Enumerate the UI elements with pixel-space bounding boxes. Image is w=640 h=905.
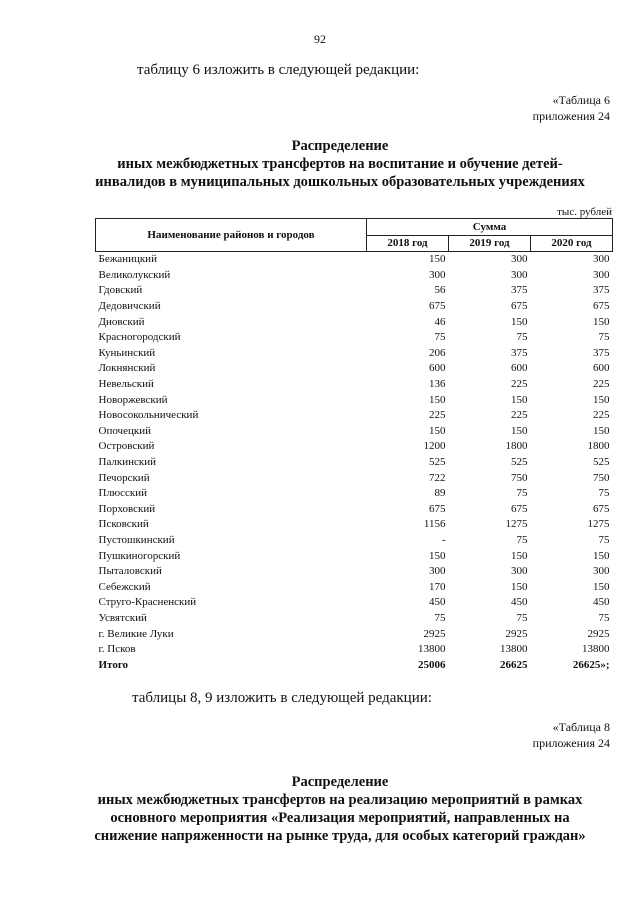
amount-cell-2020: 75 (598, 487, 610, 500)
amount-cell-2019: 225 (511, 409, 528, 422)
region-name-cell: Бежаницкий (98, 253, 157, 266)
table-row (96, 517, 613, 533)
amount-cell-2019: 600 (511, 362, 528, 375)
amount-cell-2019: 2925 (505, 627, 528, 640)
header-sum: Сумма (367, 219, 613, 236)
table-row (96, 486, 613, 502)
table8-title-line1: Распределение (291, 774, 389, 790)
table-row (96, 595, 613, 611)
amount-cell-2018: 225 (429, 409, 446, 422)
region-name-cell: Себежский (98, 580, 151, 593)
amount-cell-2020: 300 (593, 565, 610, 578)
table-row (96, 564, 613, 580)
amount-cell-2018: 675 (429, 300, 446, 313)
amount-cell-2020: 150 (593, 315, 610, 328)
table-row (96, 392, 613, 408)
amount-cell-2018: 300 (429, 268, 446, 281)
region-name-cell: Невельский (98, 378, 154, 391)
table8-ref-line2: приложения 24 (532, 736, 610, 750)
amount-cell-2020: 1800 (587, 440, 610, 453)
amount-cell-2019: 300 (511, 268, 528, 281)
total-amount-2018: 25006 (418, 658, 446, 671)
table-row (96, 548, 613, 564)
header-name: Наименование районов и городов (96, 219, 367, 252)
amount-cell-2019: 75 (516, 331, 528, 344)
amount-cell-2019: 300 (511, 565, 528, 578)
table-row (96, 611, 613, 627)
table8-title-line4: снижение напряженности на рынке труда, для особых категорий граждан» (94, 828, 586, 844)
transition-text: таблицы 8, 9 изложить в следующей редакции: (132, 690, 432, 706)
region-name-cell: Печорский (98, 471, 150, 484)
page-number: 92 (314, 32, 326, 46)
table-row (96, 579, 613, 595)
amount-cell-2020: 150 (593, 549, 610, 562)
table6-ref-line1: «Таблица 6 (552, 93, 610, 107)
total-amount-2019: 26625 (500, 658, 528, 671)
table6-ref-line2: приложения 24 (532, 109, 610, 123)
region-name-cell: Дедовичский (98, 300, 161, 313)
table6-reference (533, 92, 610, 124)
amount-cell-2020: 75 (598, 611, 610, 624)
table-row (96, 626, 613, 642)
table6-title-line3: инвалидов в муниципальных дошкольных образовательных учреждениях (95, 174, 585, 190)
amount-cell-2018: 56 (434, 284, 446, 297)
amount-cell-2018: 206 (429, 346, 446, 359)
distribution-table-6 (95, 218, 613, 673)
amount-cell-2019: 75 (516, 533, 528, 546)
table8-title (70, 773, 610, 845)
region-name-cell: Пустошкинский (98, 533, 175, 546)
table-row (96, 268, 613, 284)
amount-cell-2018: 13800 (418, 643, 446, 656)
amount-cell-2018: 136 (429, 378, 446, 391)
amount-cell-2020: 75 (598, 533, 610, 546)
amount-cell-2018: 1156 (423, 518, 446, 531)
table6-title (80, 137, 600, 191)
table8-title-line3: основного мероприятия «Реализация мероприятий, направленных на (110, 810, 570, 826)
region-name-cell: Красногородский (98, 331, 181, 344)
amount-cell-2019: 375 (511, 284, 528, 297)
amount-cell-2019: 525 (511, 456, 528, 469)
region-name-cell: Усвятский (98, 611, 147, 624)
intro-text: таблицу 6 изложить в следующей редакции: (137, 62, 420, 78)
region-name-cell: г. Великие Луки (98, 627, 174, 640)
amount-cell-2019: 1800 (505, 440, 528, 453)
amount-cell-2018: 170 (429, 580, 446, 593)
table-row (96, 533, 613, 549)
amount-cell-2020: 2925 (587, 627, 610, 640)
amount-cell-2020: 13800 (582, 643, 610, 656)
table-row (96, 502, 613, 518)
region-name-cell: Новоржевский (98, 393, 168, 406)
amount-cell-2020: 150 (593, 424, 610, 437)
region-name-cell: Плюсский (98, 487, 148, 500)
amount-cell-2019: 750 (511, 471, 528, 484)
amount-cell-2018: 2925 (423, 627, 446, 640)
amount-cell-2020: 750 (593, 471, 610, 484)
amount-cell-2018: 89 (434, 487, 446, 500)
header-year: 2019 год (449, 236, 531, 252)
table-row (96, 361, 613, 377)
region-name-cell: Дновский (98, 315, 145, 328)
region-name-cell: Новосокольнический (98, 409, 199, 422)
table8-title-line2: иных межбюджетных трансфертов на реализацию мероприятий в рамках (97, 792, 583, 808)
amount-cell-2019: 675 (511, 300, 528, 313)
region-name-cell: Великолукский (98, 268, 171, 281)
table-row (96, 408, 613, 424)
total-label: Итого (98, 658, 129, 671)
region-name-cell: Опочецкий (98, 424, 151, 437)
amount-cell-2019: 75 (516, 487, 528, 500)
amount-cell-2018: 150 (429, 424, 446, 437)
table-row (96, 642, 613, 658)
region-name-cell: Пушкиногорский (98, 549, 181, 562)
region-name-cell: Гдовский (98, 284, 143, 297)
region-name-cell: Локнянский (98, 362, 156, 375)
region-name-cell: Струго-Красненский (98, 596, 197, 609)
table-row (96, 470, 613, 486)
amount-cell-2018: 46 (434, 315, 446, 328)
amount-cell-2018: 150 (429, 549, 446, 562)
amount-cell-2019: 1275 (505, 518, 528, 531)
table-row (96, 283, 613, 299)
table-row (96, 252, 613, 268)
amount-cell-2018: 75 (434, 331, 446, 344)
amount-cell-2019: 150 (511, 424, 528, 437)
amount-cell-2020: 150 (593, 580, 610, 593)
amount-cell-2018: 150 (429, 253, 446, 266)
table6-title-line2: иных межбюджетных трансфертов на воспитание и обучение детей- (117, 156, 563, 172)
amount-cell-2019: 375 (511, 346, 528, 359)
amount-cell-2020: 675 (593, 300, 610, 313)
amount-cell-2019: 675 (511, 502, 528, 515)
table-row (96, 299, 613, 315)
table-row (96, 377, 613, 393)
amount-cell-2018: 525 (429, 456, 446, 469)
region-name-cell: г. Псков (98, 643, 136, 656)
amount-cell-2018: 722 (429, 471, 446, 484)
amount-cell-2018: 75 (434, 611, 446, 624)
amount-cell-2018: 675 (429, 502, 446, 515)
region-name-cell: Пыталовский (98, 565, 162, 578)
amount-cell-2018: 1200 (423, 440, 446, 453)
amount-cell-2019: 13800 (500, 643, 528, 656)
amount-cell-2019: 225 (511, 378, 528, 391)
table8-ref-line1: «Таблица 8 (552, 720, 610, 734)
amount-cell-2019: 150 (511, 393, 528, 406)
region-name-cell: Палкинский (98, 456, 157, 469)
table-row (96, 314, 613, 330)
amount-cell-2020: 75 (598, 331, 610, 344)
amount-cell-2020: 525 (593, 456, 610, 469)
amount-cell-2020: 375 (593, 346, 610, 359)
amount-cell-2019: 300 (511, 253, 528, 266)
amount-cell-2020: 225 (593, 378, 610, 391)
total-amount-2020: 26625»; (572, 658, 610, 671)
amount-cell-2018: 150 (429, 393, 446, 406)
amount-cell-2019: 150 (511, 549, 528, 562)
amount-cell-2018: 600 (429, 362, 446, 375)
amount-cell-2019: 450 (511, 596, 528, 609)
table-row (96, 424, 613, 440)
amount-cell-2019: 150 (511, 580, 528, 593)
amount-cell-2020: 675 (593, 502, 610, 515)
table-row (96, 330, 613, 346)
amount-cell-2019: 75 (516, 611, 528, 624)
region-name-cell: Псковский (98, 518, 149, 531)
table6-body (96, 252, 613, 674)
amount-cell-2020: 225 (593, 409, 610, 422)
table-row (96, 455, 613, 471)
amount-cell-2019: 150 (511, 315, 528, 328)
header-year: 2018 год (367, 236, 449, 252)
amount-cell-2020: 1275 (587, 518, 610, 531)
amount-cell-2018: - (441, 533, 446, 546)
table8-reference (533, 719, 610, 751)
amount-cell-2018: 300 (429, 565, 446, 578)
amount-cell-2020: 150 (593, 393, 610, 406)
region-name-cell: Островский (98, 440, 155, 453)
table-row (96, 346, 613, 362)
amount-cell-2020: 450 (593, 596, 610, 609)
unit-label: тыс. рублей (557, 206, 612, 218)
amount-cell-2020: 300 (593, 253, 610, 266)
table6-title-line1: Распределение (291, 138, 389, 154)
header-year: 2020 год (531, 236, 613, 252)
amount-cell-2020: 375 (593, 284, 610, 297)
amount-cell-2020: 600 (593, 362, 610, 375)
amount-cell-2020: 300 (593, 268, 610, 281)
amount-cell-2018: 450 (429, 596, 446, 609)
region-name-cell: Порховский (98, 502, 156, 515)
region-name-cell: Куньинский (98, 346, 156, 359)
table-row (96, 439, 613, 455)
total-row (96, 657, 613, 673)
